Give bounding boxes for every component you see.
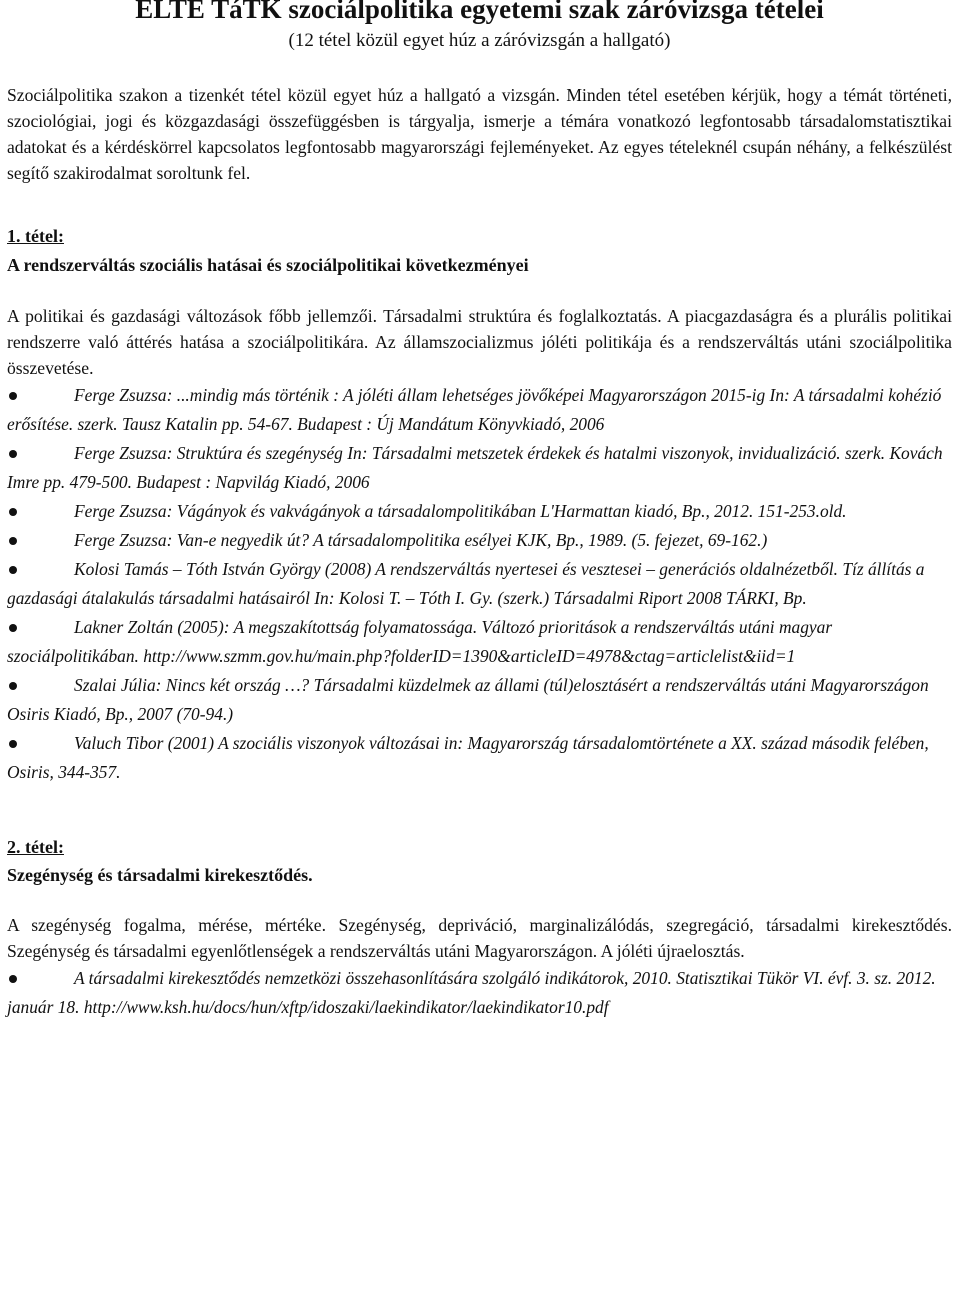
topic-1	[7, 224, 952, 787]
document-title: ELTE TáTK szociálpolitika egyetemi szak záróvizsga tételei	[135, 0, 824, 24]
reference-item: Szalai Júlia: Nincs két ország …? Társadalmi küzdelmek az állami (túl)elosztásért a rendszerváltás utáni Magyarországon Osiris Kiadó, Bp., 2007 (70-94.)	[7, 675, 929, 724]
reference-list	[7, 964, 952, 1022]
bullet-icon	[9, 537, 17, 545]
reference-item: A társadalmi kirekesztődés nemzetközi összehasonlítására szolgáló indikátorok, 2010. Statisztikai Tükör VI. évf. 3. sz. 2012. január 18. http://www.ksh.hu/docs/hun/xftp/idoszaki/laekindikator/laekindikator10.pdf	[7, 968, 936, 1017]
reference-item: Ferge Zsuzsa: Van-e negyedik út? A társadalompolitika esélyei KJK, Bp., 1989. (5. fejezet, 69-162.)	[7, 526, 952, 555]
topic-2	[7, 835, 952, 1022]
reference-item: Ferge Zsuzsa: Vágányok és vakvágányok a társadalompolitikában L'Harmattan kiadó, Bp., 2012. 151-253.old.	[7, 497, 952, 526]
bullet-icon	[9, 566, 17, 574]
topic-description: A szegénység fogalma, mérése, mértéke. Szegénység, depriváció, marginalizálódás, szegregáció, társadalmi kirekesztődés. Szegénység és társadalmi egyenlőtlenségek a rendszerváltás utáni Magyarországon. A jóléti újraelosztás.	[7, 915, 952, 961]
intro-paragraph: Szociálpolitika szakon a tizenkét tétel közül egyet húz a hallgató a vizsgán. Minden tétel esetében kérjük, hogy a témát történeti, szociológiai, jogi és közgazdasági összefüggésben is tárgyalja, ismerje a témára vonatkozó legfontosabb társadalomstatisztikai adatokat és a kérdéskörrel kapcsolatos legfontosabb magyarországi fejleményeket. Az egyes tételeknél csupán néhány, a felkészülést segítő szakirodalmat soroltunk fel.	[7, 85, 952, 183]
reference-item: Lakner Zoltán (2005): A megszakítottság folyamatossága. Változó prioritások a rendszerváltás utáni magyar szociálpolitikában. http://www.szmm.gov.hu/main.php?folderID=1390&articleID=4978&ctag=articlelist&iid=1	[7, 617, 833, 666]
topic-number: 1. tétel:	[7, 226, 64, 246]
bullet-icon	[9, 682, 17, 690]
bullet-icon	[9, 508, 17, 516]
bullet-icon	[9, 975, 17, 983]
topic-title: A rendszerváltás szociális hatásai és szociálpolitikai következményei	[7, 255, 529, 275]
topic-number: 2. tétel:	[7, 837, 64, 857]
topic-description: A politikai és gazdasági változások főbb jellemzői. Társadalmi struktúra és foglalkoztatás. A piacgazdaságra és a plurális politikai rendszerre való áttérés hatása a szociálpolitikára. Az államszocializmus jóléti politikája és a rendszerváltás utáni szociálpolitika összevetése.	[7, 306, 952, 378]
bullet-icon	[9, 624, 17, 632]
reference-item: Ferge Zsuzsa: Struktúra és szegénység In: Társadalmi metszetek érdekek és hatalmi viszonyok, invidualizáció. szerk. Kovách Imre pp. 479-500. Budapest : Napvilág Kiadó, 2006	[7, 443, 943, 492]
reference-list	[7, 381, 952, 787]
bullet-icon	[9, 392, 17, 400]
topic-title: Szegénység és társadalmi kirekesztődés.	[7, 865, 313, 885]
document-subtitle: (12 tétel közül egyet húz a záróvizsgán a hallgató)	[288, 30, 671, 51]
bullet-icon	[9, 740, 17, 748]
reference-item: Kolosi Tamás – Tóth István György (2008) A rendszerváltás nyertesei és vesztesei – generációs oldalnézetből. Tíz állítás a gazdasági átalakulás társadalmi hatásairól In: Kolosi T. – Tóth I. Gy. (szerk.) Társadalmi Riport 2008 TÁRKI, Bp.	[7, 559, 925, 608]
reference-item: Valuch Tibor (2001) A szociális viszonyok változásai in: Magyarország társadalomtörténete a XX. század második felében, Osiris, 344-357.	[7, 733, 929, 782]
reference-item: Ferge Zsuzsa: ...mindig más történik : A jóléti állam lehetséges jövőképei Magyarországon 2015-ig In: A társadalmi kohézió erősítése. szerk. Tausz Katalin pp. 54-67. Budapest : Új Mandátum Könyvkiadó, 2006	[7, 385, 942, 434]
bullet-icon	[9, 450, 17, 458]
